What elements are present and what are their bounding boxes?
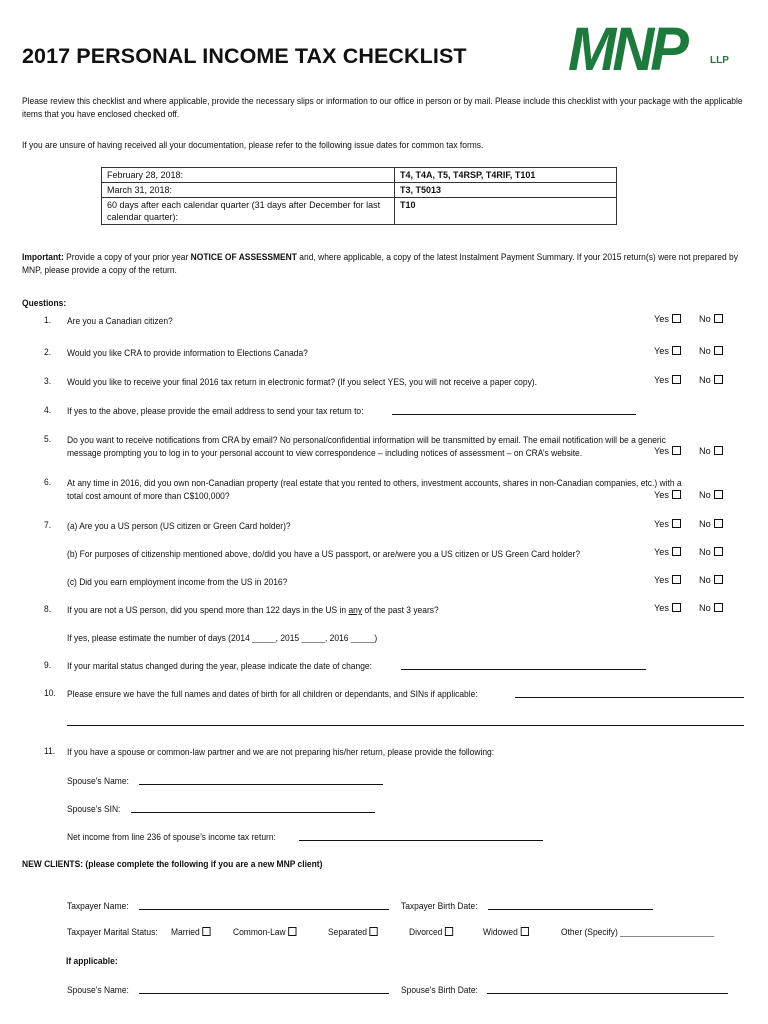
yes-label: Yes <box>654 375 669 385</box>
yes-checkbox[interactable] <box>672 603 681 612</box>
question-number: 1. <box>44 315 52 325</box>
no-label: No <box>699 314 711 324</box>
no-checkbox[interactable] <box>714 603 723 612</box>
issue-dates-table <box>101 167 617 225</box>
spouse-name-label: Spouse’s Name: <box>67 776 129 786</box>
no-label: No <box>699 490 711 500</box>
no-label: No <box>699 446 711 456</box>
question-number: 4. <box>44 405 52 415</box>
yes-checkbox[interactable] <box>672 490 681 499</box>
question-7c: (c) Did you earn employment income from the US in 2016? <box>67 577 288 587</box>
yes-checkbox[interactable] <box>672 446 681 455</box>
yes-label: Yes <box>654 519 669 529</box>
question-10: Please ensure we have the full names and dates of birth for all children or dependants, and SINs if applicable: <box>67 689 478 699</box>
if-applicable-label: If applicable: <box>66 956 118 966</box>
forms-cell: T10 <box>395 198 617 225</box>
yes-option[interactable] <box>654 490 681 500</box>
no-checkbox[interactable] <box>714 446 723 455</box>
important-note <box>22 251 749 277</box>
question-8-emphasis: any <box>348 605 363 615</box>
date-cell: March 31, 2018: <box>102 183 395 198</box>
important-text-pre: Provide a copy of your prior year <box>63 252 191 262</box>
mnp-logo <box>568 15 738 84</box>
question-8 <box>67 604 439 617</box>
page-title: 2017 PERSONAL INCOME TAX CHECKLIST <box>22 44 467 68</box>
important-label: Important: <box>22 252 64 262</box>
dependants-field[interactable] <box>515 697 744 698</box>
separated-option[interactable] <box>328 927 378 937</box>
taxpayer-birth-label: Taxpayer Birth Date: <box>401 901 478 911</box>
yes-checkbox[interactable] <box>672 575 681 584</box>
taxpayer-name-field[interactable] <box>139 909 389 910</box>
notice-of-assessment: NOTICE OF ASSESSMENT <box>190 252 297 262</box>
no-checkbox[interactable] <box>714 314 723 323</box>
no-option[interactable] <box>699 519 723 529</box>
widowed-label: Widowed <box>483 927 518 937</box>
question-number: 6. <box>44 477 52 487</box>
logo-suffix: LLP <box>710 55 729 66</box>
no-option[interactable] <box>699 346 723 356</box>
question-5-line-2: message prompting you to log in to your personal account to view correspondence – including notices of assessment – on CRA’s website. <box>67 448 583 458</box>
questions-heading: Questions: <box>22 298 67 308</box>
yes-option[interactable] <box>654 375 681 385</box>
no-checkbox[interactable] <box>714 490 723 499</box>
no-option[interactable] <box>699 446 723 456</box>
no-checkbox[interactable] <box>714 575 723 584</box>
no-option[interactable] <box>699 314 723 324</box>
no-checkbox[interactable] <box>714 375 723 384</box>
forms-cell: T4, T4A, T5, T4RSP, T4RIF, T101 <box>395 168 617 183</box>
yes-checkbox[interactable] <box>672 547 681 556</box>
question-number: 7. <box>44 520 52 530</box>
yes-label: Yes <box>654 346 669 356</box>
yes-option[interactable] <box>654 346 681 356</box>
spouse-birth-field[interactable] <box>487 993 728 994</box>
divorced-label: Divorced <box>409 927 443 937</box>
intro-paragraph: Please review this checklist and where applicable, provide the necessary slips or information to our office in person or by mail. Please include this checklist with your package with the applicable items that you have enclosed checked off. <box>22 96 743 119</box>
separated-label: Separated <box>328 927 368 937</box>
no-option[interactable] <box>699 490 723 500</box>
question-6-line-2: total cost amount of more than C$100,000? <box>67 491 230 501</box>
yes-label: Yes <box>654 314 669 324</box>
spouse-sin-label: Spouse’s SIN: <box>67 804 121 814</box>
question-number: 5. <box>44 434 52 444</box>
date-cell: February 28, 2018: <box>102 168 395 183</box>
yes-option[interactable] <box>654 446 681 456</box>
spouse-sin-field[interactable] <box>131 812 375 813</box>
spouse-name-field[interactable] <box>139 784 383 785</box>
no-label: No <box>699 346 711 356</box>
divorced-option[interactable] <box>409 927 453 937</box>
question-2: Would you like CRA to provide information to Elections Canada? <box>67 348 308 358</box>
yes-checkbox[interactable] <box>672 314 681 323</box>
marital-change-date-field[interactable] <box>401 669 646 670</box>
question-4: If yes to the above, please provide the email address to send your tax return to: <box>67 406 364 416</box>
yes-option[interactable] <box>654 575 681 585</box>
email-field[interactable] <box>392 414 636 415</box>
table-row <box>102 183 617 198</box>
widowed-checkbox[interactable] <box>521 927 529 936</box>
question-8-days: If yes, please estimate the number of days (2014 _____, 2015 _____, 2016 _____) <box>67 633 378 643</box>
no-option[interactable] <box>699 547 723 557</box>
no-option[interactable] <box>699 575 723 585</box>
question-8-pre: If you are not a US person, did you spend more than 122 days in the US in <box>67 605 349 615</box>
net-income-label: Net income from line 236 of spouse’s income tax return: <box>67 832 276 842</box>
no-option[interactable] <box>699 375 723 385</box>
yes-label: Yes <box>654 603 669 613</box>
question-3: Would you like to receive your final 2016 tax return in electronic format? (If you select YES, you will not receive a paper copy). <box>67 377 537 387</box>
question-11: If you have a spouse or common-law partner and we are not preparing his/her return, please provide the following: <box>67 747 495 757</box>
question-8-post: of the past 3 years? <box>362 605 439 615</box>
new-spouse-name-field[interactable] <box>139 993 389 994</box>
marital-status-label: Taxpayer Marital Status: <box>67 927 158 937</box>
no-label: No <box>699 547 711 557</box>
yes-option[interactable] <box>654 519 681 529</box>
question-1: Are you a Canadian citizen? <box>67 316 173 326</box>
question-7a: (a) Are you a US person (US citizen or Green Card holder)? <box>67 521 291 531</box>
married-checkbox[interactable] <box>202 927 210 936</box>
question-9: If your marital status changed during the year, please indicate the date of change: <box>67 661 372 671</box>
question-number: 3. <box>44 376 52 386</box>
yes-option[interactable] <box>654 314 681 324</box>
common-law-option[interactable] <box>233 927 297 937</box>
new-clients-heading: NEW CLIENTS: (please complete the following if you are a new MNP client) <box>22 859 323 869</box>
intro-dates-note: If you are unsure of having received all your documentation, please refer to the following issue dates for common tax forms. <box>22 140 484 150</box>
spouse-birth-label: Spouse’s Birth Date: <box>401 985 478 995</box>
taxpayer-name-label: Taxpayer Name: <box>67 901 129 911</box>
new-spouse-name-label: Spouse’s Name: <box>67 985 129 995</box>
no-label: No <box>699 603 711 613</box>
date-cell: 60 days after each calendar quarter (31 days after December for last calendar quarter): <box>102 198 395 225</box>
net-income-field[interactable] <box>299 840 543 841</box>
yes-option[interactable] <box>654 547 681 557</box>
yes-checkbox[interactable] <box>672 519 681 528</box>
no-option[interactable] <box>699 603 723 613</box>
no-checkbox[interactable] <box>714 519 723 528</box>
dependants-field-continued[interactable] <box>67 725 744 726</box>
question-number: 10. <box>44 688 56 698</box>
yes-label: Yes <box>654 547 669 557</box>
other-status-field[interactable]: Other (Specify) ____________________ <box>561 927 715 937</box>
separated-checkbox[interactable] <box>370 927 378 936</box>
question-number: 2. <box>44 347 52 357</box>
married-label: Married <box>171 927 200 937</box>
question-number: 11. <box>44 746 56 756</box>
table-row <box>102 198 617 225</box>
yes-label: Yes <box>654 575 669 585</box>
widowed-option[interactable] <box>483 927 529 937</box>
yes-option[interactable] <box>654 603 681 613</box>
yes-checkbox[interactable] <box>672 375 681 384</box>
forms-cell: T3, T5013 <box>395 183 617 198</box>
common-law-label: Common-Law <box>233 927 286 937</box>
no-label: No <box>699 575 711 585</box>
question-number: 8. <box>44 604 52 614</box>
question-number: 9. <box>44 660 52 670</box>
important-text-post: and, where applicable, a copy of the latest Instalment Payment Summary. If your 2015 return(s) were not prepared by MNP, please provide a copy of the return. <box>22 252 738 275</box>
divorced-checkbox[interactable] <box>445 927 453 936</box>
question-7b: (b) For purposes of citizenship mentioned above, do/did you have a US passport, or are/were you a US citizen or US Green Card holder? <box>67 549 581 559</box>
no-label: No <box>699 519 711 529</box>
taxpayer-birth-field[interactable] <box>488 909 653 910</box>
question-5-line-1: Do you want to receive notifications from CRA by email? No personal/confidential information will be transmitted by email. The email notification will be a generic <box>67 435 666 445</box>
yes-label: Yes <box>654 446 669 456</box>
yes-label: Yes <box>654 490 669 500</box>
no-label: No <box>699 375 711 385</box>
table-row <box>102 168 617 183</box>
yes-checkbox[interactable] <box>672 346 681 355</box>
married-option[interactable] <box>171 927 211 937</box>
logo-text: MNP <box>568 15 685 84</box>
question-6-line-1: At any time in 2016, did you own non-Canadian property (real estate that you rented to others, investment accounts, shares in non-Canadian companies, etc.) with a <box>67 478 682 488</box>
no-checkbox[interactable] <box>714 346 723 355</box>
no-checkbox[interactable] <box>714 547 723 556</box>
common-law-checkbox[interactable] <box>288 927 296 936</box>
